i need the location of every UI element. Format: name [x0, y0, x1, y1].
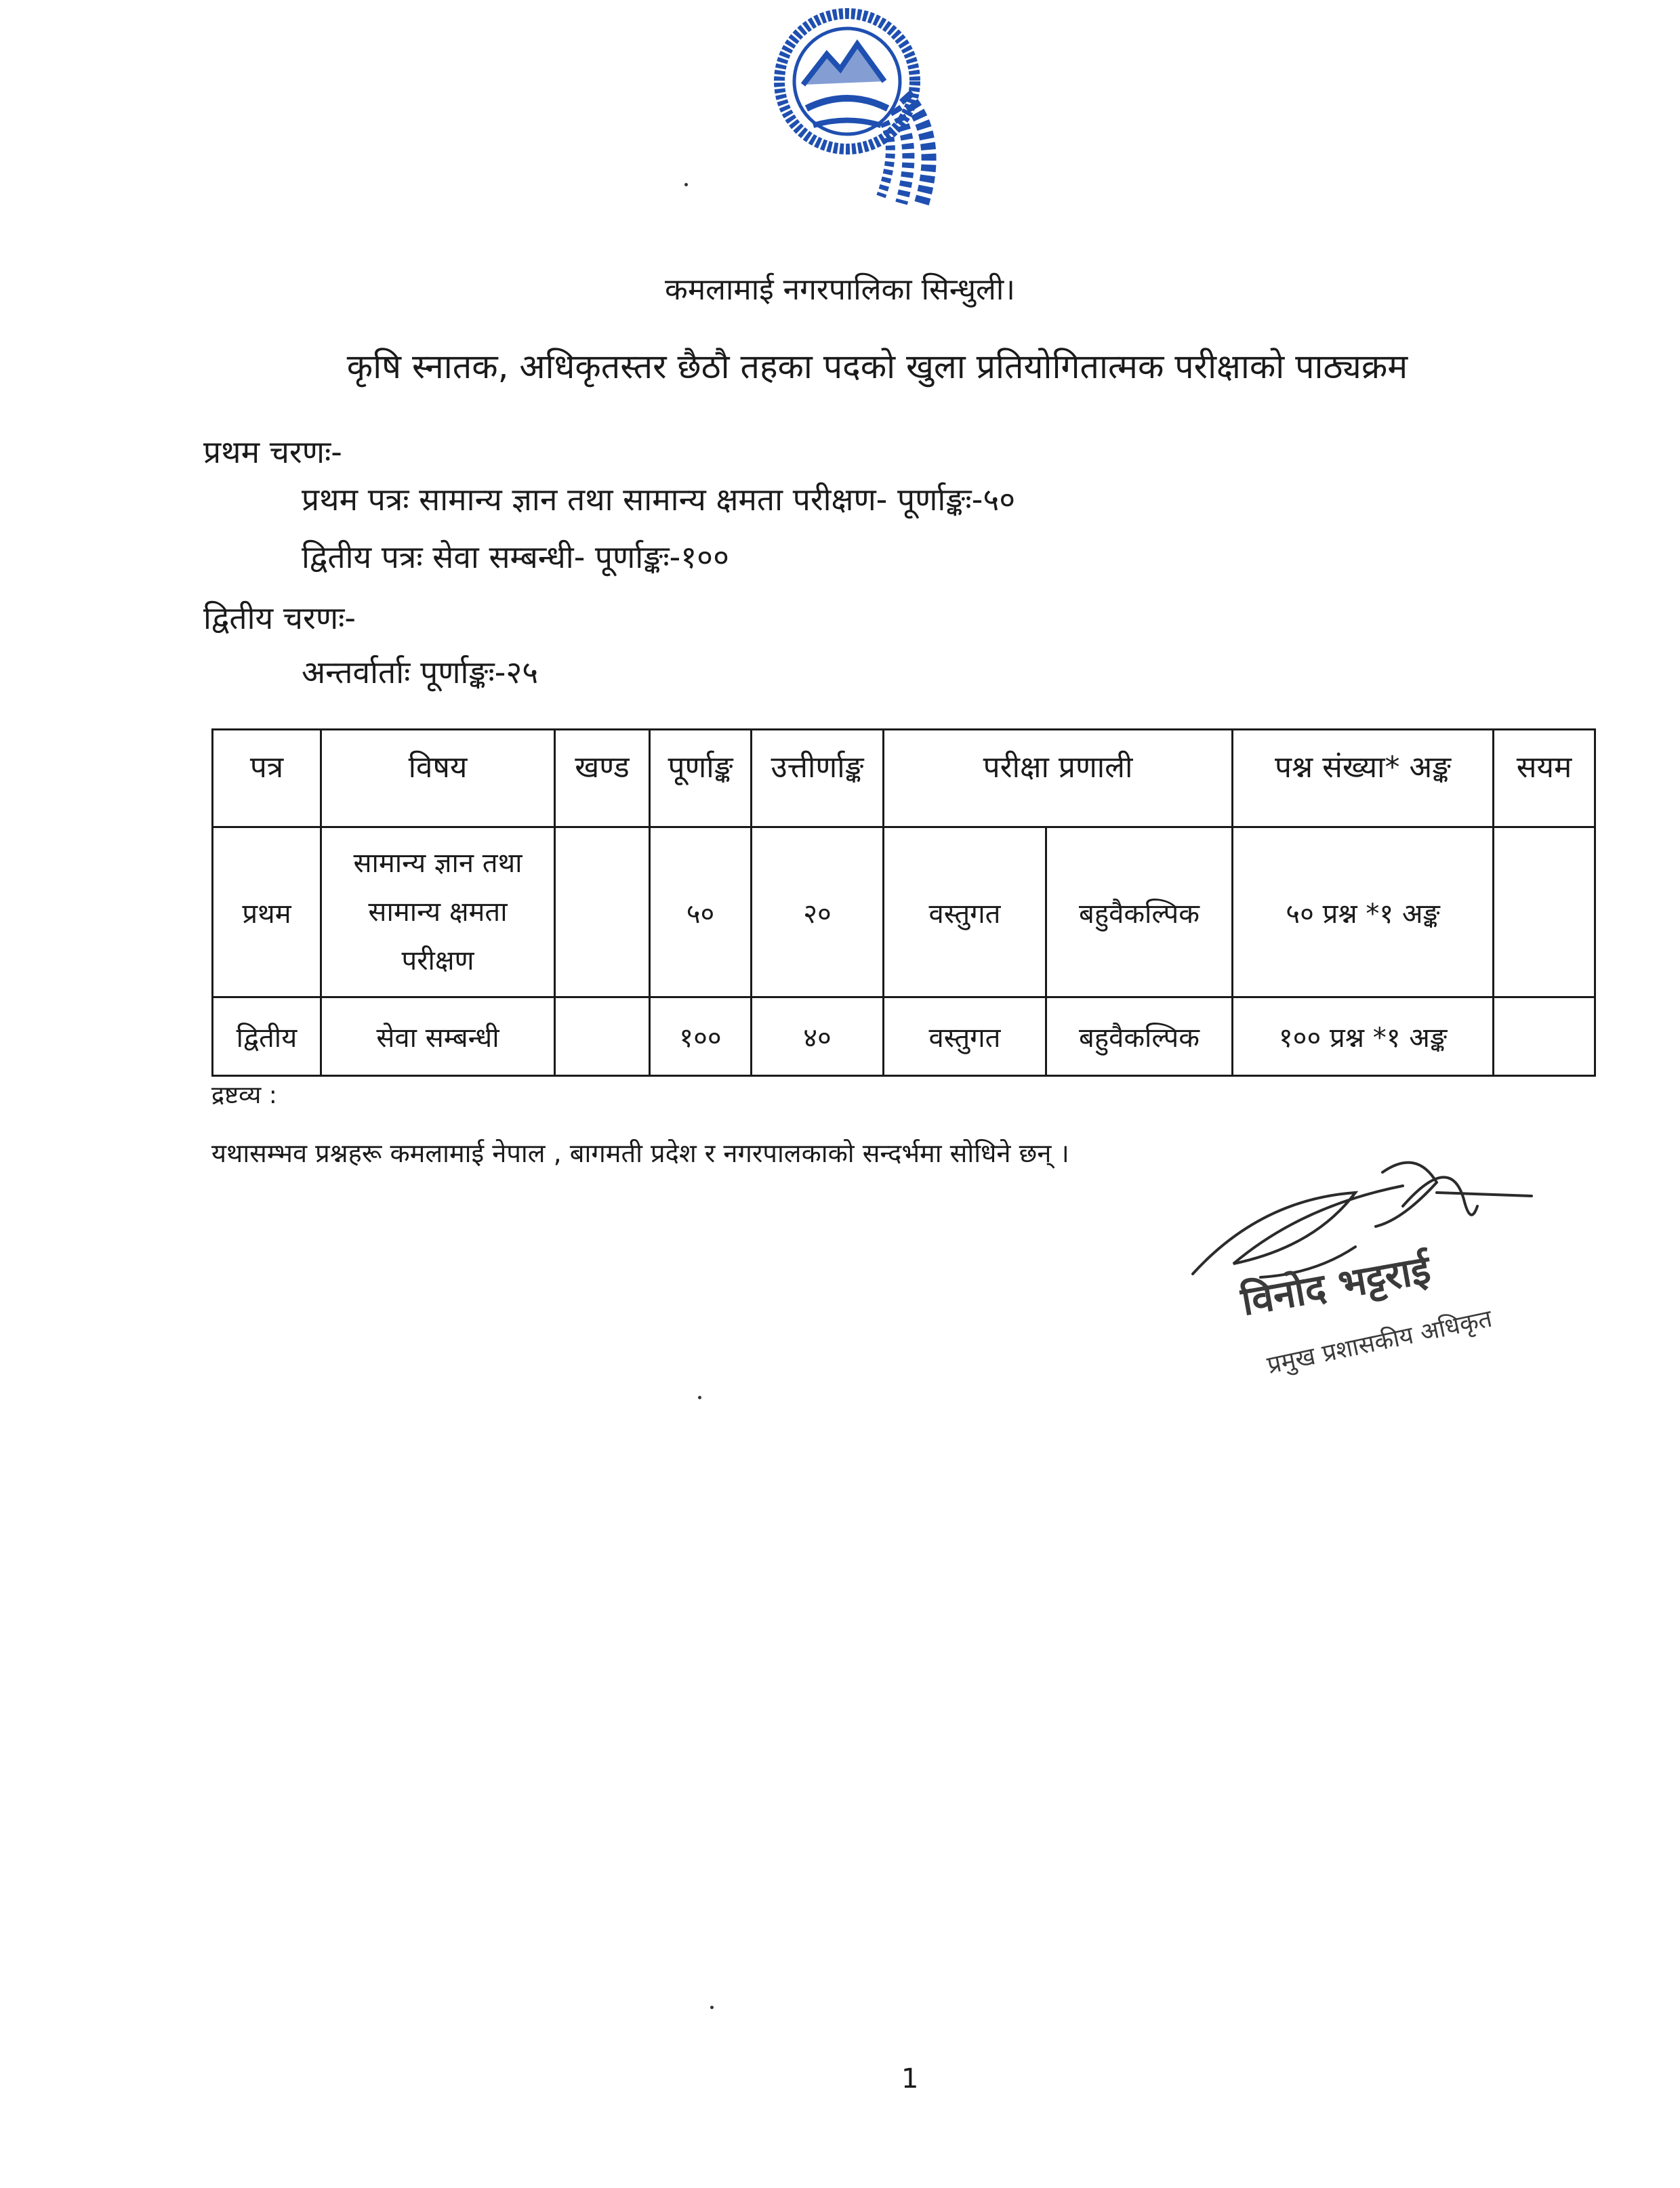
document-subtitle: कृषि स्नातक, अधिकृतस्तर छैठौ तहका पदको खुला प्रतियोगितात्मक परीक्षाको पाठ्यक्रम: [346, 347, 1408, 386]
row-paper: द्वितीय: [213, 997, 321, 1076]
row-time: [1494, 827, 1595, 997]
header-full-marks: पूर्णाङ्क: [650, 730, 752, 827]
municipality-seal: [739, 7, 969, 230]
row-exam-format: बहुवैकल्पिक: [1046, 997, 1233, 1076]
signatory-name: विनोद भट्टराई: [1237, 1245, 1434, 1325]
row-exam-format: बहुवैकल्पिक: [1046, 827, 1233, 997]
row-pass-marks: ४०: [752, 997, 884, 1076]
row-time: [1494, 997, 1595, 1076]
stage-2-interview: अन्तर्वार्ताः पूर्णाङ्कः-२५: [302, 654, 539, 690]
row-subject: सेवा सम्बन्धी: [321, 997, 555, 1076]
subject-line: सामान्य क्षमता: [368, 896, 508, 928]
row-exam-type: वस्तुगत: [884, 827, 1046, 997]
header-section: खण्ड: [555, 730, 650, 827]
row-questions: ५० प्रश्न *१ अङ्क: [1233, 827, 1494, 997]
subject-line: सामान्य ज्ञान तथा: [353, 848, 523, 879]
exam-structure-table: [211, 728, 1596, 1077]
row-full-marks: १००: [650, 997, 752, 1076]
row-questions: १०० प्रश्न *१ अङ्क: [1233, 997, 1494, 1076]
note-text: यथासम्भव प्रश्नहरू कमलामाई नेपाल , बागमती प्रदेश र नगरपालकाको सन्दर्भमा सोधिने छन् ।: [211, 1138, 1069, 1168]
row-section: [555, 827, 650, 997]
table-row: [213, 997, 1595, 1076]
header-subject: विषय: [321, 730, 555, 827]
stage-1-label: प्रथम चरणः-: [203, 434, 342, 470]
page-number: 1: [901, 2063, 919, 2094]
header-paper: पत्र: [213, 730, 321, 827]
header-pass-marks: उत्तीर्णाङ्क: [752, 730, 884, 827]
header-exam-system: परीक्षा प्रणाली: [884, 730, 1233, 827]
header-time: सयम: [1494, 730, 1595, 827]
subject-line: परीक्षण: [401, 945, 474, 976]
stage-2-label: द्वितीय चरणः-: [203, 600, 356, 636]
header-question-count: पश्न संख्या* अङ्क: [1233, 730, 1494, 827]
scan-speck: [710, 2006, 714, 2009]
note-label: द्रष्टव्य :: [211, 1081, 277, 1109]
row-exam-type: वस्तुगत: [884, 997, 1046, 1076]
table-header-row: [213, 730, 1595, 827]
document-title: कमलामाई नगरपालिका सिन्धुली।: [665, 272, 1015, 307]
scan-speck: [698, 1396, 701, 1399]
signatory-title: प्रमुख प्रशासकीय अधिकृत: [1265, 1304, 1495, 1380]
row-section: [555, 997, 650, 1076]
row-subject: [321, 827, 555, 997]
stage-1-paper-1: प्रथम पत्रः सामान्य ज्ञान तथा सामान्य क्षमता परीक्षण- पूर्णाङ्कः-५०: [302, 481, 1016, 518]
row-paper: प्रथम: [213, 827, 321, 997]
table-row: [213, 827, 1595, 997]
scan-speck: [684, 183, 688, 186]
row-full-marks: ५०: [650, 827, 752, 997]
stage-1-paper-2: द्वितीय पत्रः सेवा सम्बन्धी- पूर्णाङ्कः-१००: [302, 539, 729, 575]
row-pass-marks: २०: [752, 827, 884, 997]
